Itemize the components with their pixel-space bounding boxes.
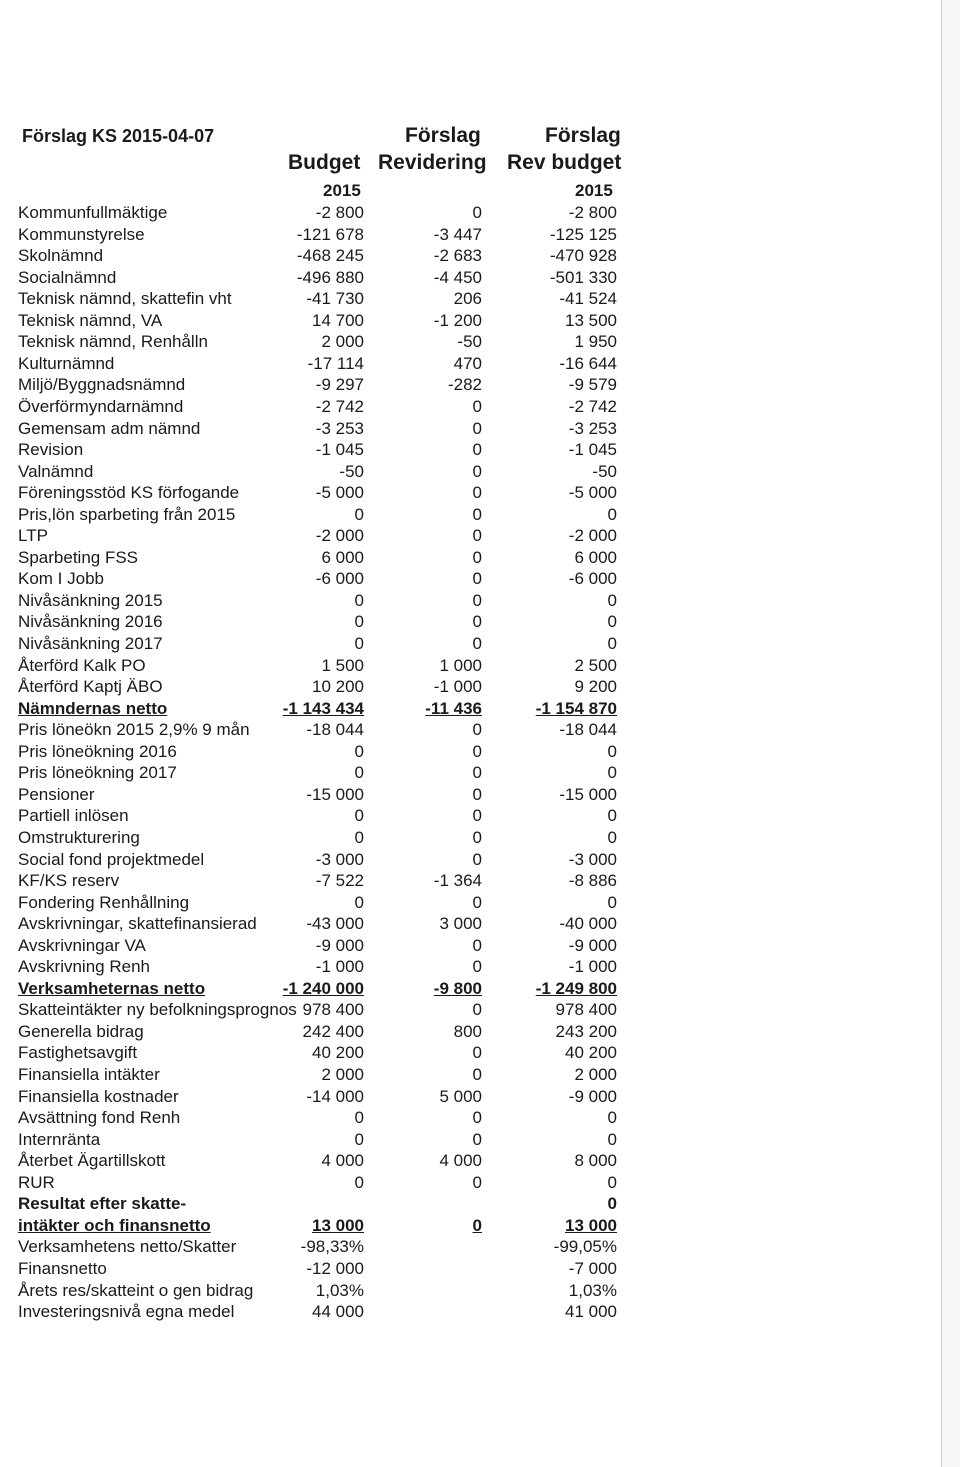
- budget-value: -9 297: [315, 375, 364, 395]
- row-label: Generella bidrag: [18, 1021, 144, 1041]
- budget-value: -1 000: [315, 957, 364, 977]
- rev-budget-value: 0: [607, 892, 617, 912]
- row-label: Revision: [18, 440, 84, 460]
- rev-budget-value: 0: [607, 827, 617, 847]
- rev-budget-value: -5 000: [568, 483, 617, 503]
- revidering-value: -11 436: [425, 698, 482, 718]
- rev-budget-value: -15 000: [559, 784, 617, 804]
- row-label: Resultat efter skatte-: [18, 1194, 187, 1214]
- budget-value: -2 800: [315, 203, 364, 222]
- row-label: LTP: [18, 526, 48, 546]
- table-row: [0, 914, 660, 936]
- budget-value: -12 000: [306, 1258, 364, 1278]
- rev-budget-value: -1 000: [568, 957, 617, 977]
- table-row: [0, 1281, 660, 1303]
- row-label: Kommunfullmäktige: [18, 203, 168, 222]
- rev-budget-value: 41 000: [565, 1302, 617, 1322]
- row-label: Partiell inlösen: [18, 806, 129, 826]
- revidering-value: 0: [472, 849, 482, 869]
- budget-value: -14 000: [306, 1086, 364, 1106]
- row-label: RUR: [18, 1172, 55, 1192]
- budget-value: 10 200: [312, 677, 364, 697]
- rev-budget-value: 13 500: [565, 310, 617, 330]
- rev-budget-value: 13 000: [565, 1215, 617, 1235]
- row-label: Finansiella kostnader: [18, 1086, 179, 1106]
- rev-budget-value: 0: [607, 1129, 617, 1149]
- table-row: [0, 354, 660, 376]
- budget-value: -15 000: [306, 784, 364, 804]
- budget-value: -468 245: [296, 246, 364, 266]
- revidering-value: 0: [472, 396, 482, 416]
- rev-budget-value: -501 330: [549, 267, 617, 287]
- table-row: [0, 397, 660, 419]
- row-label: Pris löneökn 2015 2,9% 9 mån: [18, 720, 250, 740]
- revidering-value: -50: [457, 332, 482, 352]
- table-row: [0, 850, 660, 872]
- rev-budget-value: 9 200: [574, 677, 617, 697]
- rev-budget-value: 40 200: [565, 1043, 617, 1063]
- row-label: Internränta: [18, 1129, 101, 1149]
- rev-budget-value: 0: [607, 741, 617, 761]
- row-label: Verksamheternas netto: [18, 978, 206, 998]
- row-label: Teknisk nämnd, VA: [18, 310, 163, 330]
- table-row: [0, 1259, 660, 1281]
- revidering-value: 0: [472, 590, 482, 610]
- col2-header-top: Förslag: [405, 124, 481, 147]
- table-row: [0, 763, 660, 785]
- rev-budget-value: -18 044: [559, 720, 617, 740]
- table-row: [0, 526, 660, 548]
- revidering-value: -1 000: [433, 677, 482, 697]
- budget-value: -1 045: [315, 440, 364, 460]
- row-label: Finansiella intäkter: [18, 1065, 160, 1084]
- row-label: Teknisk nämnd, skattefin vht: [18, 289, 232, 309]
- budget-value: 0: [354, 892, 364, 912]
- table-row: [0, 1043, 660, 1065]
- row-label: Kulturnämnd: [18, 353, 115, 373]
- budget-value: -7 522: [315, 871, 364, 891]
- revidering-value: 5 000: [439, 1086, 482, 1106]
- rev-budget-value: -16 644: [559, 353, 617, 373]
- col1-year: 2015: [323, 181, 361, 200]
- revidering-value: -282: [447, 375, 482, 395]
- row-label: Återförd Kaptj ÄBO: [18, 677, 163, 697]
- rev-budget-value: 978 400: [555, 1000, 617, 1020]
- table-row: [0, 225, 660, 247]
- row-label: Investeringsnivå egna medel: [18, 1302, 235, 1322]
- budget-value: -121 678: [296, 224, 364, 244]
- rev-budget-value: -1 154 870: [535, 698, 617, 718]
- table-row: [0, 634, 660, 656]
- table-row: [0, 656, 660, 678]
- rev-budget-value: -7 000: [568, 1258, 617, 1278]
- table-row: [0, 1237, 660, 1259]
- row-label: Finansnetto: [18, 1258, 107, 1278]
- row-label: Teknisk nämnd, Renhålln: [18, 332, 208, 352]
- revidering-value: 0: [472, 1129, 482, 1149]
- rev-budget-value: -41 524: [559, 289, 617, 309]
- rev-budget-value: 0: [607, 1172, 617, 1192]
- total-row: [0, 979, 660, 1001]
- budget-value: 13 000: [312, 1215, 364, 1235]
- budget-value: -43 000: [306, 914, 364, 934]
- row-label: Gemensam adm nämnd: [18, 418, 201, 438]
- budget-value: 4 000: [321, 1151, 364, 1171]
- row-label: Nivåsänkning 2017: [18, 634, 163, 653]
- row-label: intäkter och finansnetto: [18, 1215, 211, 1235]
- document-title: Förslag KS 2015-04-07: [22, 126, 215, 146]
- row-label: Avskrivningar, skattefinansierad: [18, 914, 257, 934]
- revidering-value: 0: [472, 720, 482, 740]
- table-row: [0, 828, 660, 850]
- table-row: [0, 375, 660, 397]
- table-row: [0, 893, 660, 915]
- rev-budget-value: 2 000: [574, 1065, 617, 1084]
- rev-budget-value: -50: [592, 461, 617, 481]
- row-label: Föreningsstöd KS förfogande: [18, 483, 240, 503]
- revidering-value: 0: [472, 763, 482, 783]
- rev-budget-value: -9 000: [568, 935, 617, 955]
- revidering-value: -1 364: [433, 871, 482, 891]
- table-row: [0, 806, 660, 828]
- revidering-value: 0: [472, 741, 482, 761]
- revidering-value: 0: [472, 547, 482, 567]
- revidering-value: -3 447: [433, 224, 482, 244]
- row-label: Fastighetsavgift: [18, 1043, 138, 1063]
- rev-budget-value: -8 886: [568, 871, 617, 891]
- row-label: Pris löneökning 2016: [18, 741, 177, 761]
- budget-value: 44 000: [312, 1302, 364, 1322]
- budget-value: 0: [354, 827, 364, 847]
- rev-budget-value: -40 000: [559, 914, 617, 934]
- budget-value: 0: [354, 1172, 364, 1192]
- rev-budget-value: 0: [607, 634, 617, 653]
- table-row: [0, 720, 660, 742]
- table-row: [0, 569, 660, 591]
- rev-budget-value: -3 253: [568, 418, 617, 438]
- revidering-value: 0: [472, 1172, 482, 1192]
- rev-budget-value: -3 000: [568, 849, 617, 869]
- row-label: Kom I Jobb: [18, 569, 104, 589]
- table-row: [0, 1302, 660, 1324]
- row-label: Pensioner: [18, 784, 95, 804]
- row-label: Omstrukturering: [18, 827, 140, 847]
- table-row: [0, 268, 660, 290]
- rev-budget-value: -9 579: [568, 375, 617, 395]
- budget-value: 0: [354, 763, 364, 783]
- rev-budget-value: 243 200: [555, 1021, 617, 1041]
- budget-value: -6 000: [315, 569, 364, 589]
- table-row: [0, 1087, 660, 1109]
- page-edge: [941, 0, 960, 1467]
- rev-budget-value: 6 000: [574, 547, 617, 567]
- budget-value: 0: [354, 590, 364, 610]
- rev-budget-value: 8 000: [574, 1151, 617, 1171]
- table-row: [0, 1130, 660, 1152]
- row-label: Pris löneökning 2017: [18, 763, 177, 783]
- budget-value: -41 730: [306, 289, 364, 309]
- rev-budget-value: -2 742: [568, 396, 617, 416]
- budget-value: 1,03%: [315, 1280, 364, 1300]
- rev-budget-value: -9 000: [568, 1086, 617, 1106]
- row-label: Nämndernas netto: [18, 698, 168, 718]
- table-row: [0, 936, 660, 958]
- rev-budget-value: 0: [607, 590, 617, 610]
- table-row: [0, 677, 660, 699]
- col2-header: Revidering: [378, 151, 487, 174]
- row-label: Valnämnd: [18, 461, 94, 481]
- revidering-value: 1 000: [439, 655, 482, 675]
- revidering-value: -2 683: [433, 246, 482, 266]
- table-row: [0, 1000, 660, 1022]
- revidering-value: 470: [453, 353, 482, 373]
- table-row: [0, 483, 660, 505]
- table-row: [0, 871, 660, 893]
- budget-value: 2 000: [321, 1065, 364, 1084]
- table-row: [0, 332, 660, 354]
- budget-value: -1 143 434: [282, 698, 364, 718]
- budget-value: 0: [354, 1108, 364, 1128]
- revidering-value: 0: [472, 418, 482, 438]
- total-row: [0, 1216, 660, 1238]
- budget-value: 0: [354, 741, 364, 761]
- revidering-value: 800: [453, 1021, 482, 1041]
- budget-value: -5 000: [315, 483, 364, 503]
- revidering-value: 0: [472, 784, 482, 804]
- revidering-value: 3 000: [439, 914, 482, 934]
- revidering-value: -9 800: [433, 978, 482, 998]
- rev-budget-value: -125 125: [549, 224, 617, 244]
- revidering-value: 0: [472, 892, 482, 912]
- rev-budget-value: 0: [607, 1108, 617, 1128]
- col1-header: Budget: [288, 151, 361, 174]
- row-label: Social fond projektmedel: [18, 849, 205, 869]
- rev-budget-value: -1 249 800: [535, 978, 617, 998]
- rev-budget-value: 0: [607, 504, 617, 524]
- budget-value: -3 000: [315, 849, 364, 869]
- table-row: [0, 1173, 660, 1195]
- table-row: [0, 548, 660, 570]
- revidering-value: 0: [472, 935, 482, 955]
- rev-budget-value: 1 950: [574, 332, 617, 352]
- revidering-value: 0: [472, 440, 482, 460]
- budget-value: -3 253: [315, 418, 364, 438]
- table-row: [0, 591, 660, 613]
- row-label: Kommunstyrelse: [18, 224, 145, 244]
- revidering-value: 0: [472, 504, 482, 524]
- table-row: [0, 612, 660, 634]
- revidering-value: 206: [453, 289, 482, 309]
- budget-value: 2 000: [321, 332, 364, 352]
- revidering-value: 0: [472, 1215, 482, 1235]
- budget-value: 0: [354, 612, 364, 632]
- row-label: Fondering Renhållning: [18, 892, 190, 912]
- rev-budget-value: 0: [607, 763, 617, 783]
- rev-budget-value: 0: [607, 1194, 617, 1214]
- revidering-value: 0: [472, 569, 482, 589]
- row-label: Överförmyndarnämnd: [18, 396, 184, 416]
- rev-budget-value: -470 928: [549, 246, 617, 266]
- revidering-value: 0: [472, 526, 482, 546]
- row-label: Avsättning fond Renh: [18, 1108, 181, 1128]
- col3-header: Rev budget: [507, 151, 622, 174]
- rev-budget-value: -2 000: [568, 526, 617, 546]
- revidering-value: -4 450: [433, 267, 482, 287]
- rev-budget-value: 1,03%: [568, 1280, 617, 1300]
- budget-value: -9 000: [315, 935, 364, 955]
- budget-value: 40 200: [312, 1043, 364, 1063]
- budget-value: -18 044: [306, 720, 364, 740]
- revidering-value: 0: [472, 827, 482, 847]
- table-row: [0, 1022, 660, 1044]
- budget-value: -17 114: [307, 353, 364, 373]
- revidering-value: 4 000: [439, 1151, 482, 1171]
- budget-value: -1 240 000: [282, 978, 364, 998]
- table-row: [0, 1151, 660, 1173]
- row-label: Skolnämnd: [18, 246, 104, 266]
- row-label: Avskrivningar VA: [18, 935, 146, 955]
- table-row: [0, 311, 660, 333]
- budget-value: 1 500: [321, 655, 364, 675]
- revidering-value: 0: [472, 634, 482, 653]
- revidering-value: 0: [472, 483, 482, 503]
- row-label: Återförd Kalk PO: [18, 655, 146, 675]
- revidering-value: 0: [472, 461, 482, 481]
- rev-budget-value: -2 800: [568, 203, 617, 222]
- table-row: [0, 289, 660, 311]
- table-row: [0, 1108, 660, 1130]
- revidering-value: 0: [472, 957, 482, 977]
- row-label: Sparbeting FSS: [18, 547, 139, 567]
- table-row: [0, 742, 660, 764]
- revidering-value: 0: [472, 1108, 482, 1128]
- row-label: Nivåsänkning 2015: [18, 590, 163, 610]
- budget-value: -2 742: [315, 396, 364, 416]
- col3-year: 2015: [575, 181, 613, 200]
- row-label: Miljö/Byggnadsnämnd: [18, 375, 186, 395]
- row-label: Pris,lön sparbeting från 2015: [18, 504, 236, 524]
- revidering-value: 0: [472, 612, 482, 632]
- rev-budget-value: -99,05%: [553, 1237, 617, 1257]
- revidering-value: 0: [472, 1000, 482, 1020]
- budget-value: 0: [354, 634, 364, 653]
- budget-value: 0: [354, 806, 364, 826]
- budget-value: 6 000: [321, 547, 364, 567]
- revidering-value: 0: [472, 1043, 482, 1063]
- budget-value: 0: [354, 1129, 364, 1149]
- row-label: KF/KS reserv: [18, 871, 120, 891]
- budget-value: -98,33%: [300, 1237, 364, 1257]
- total-row: [0, 699, 660, 721]
- budget-value: 0: [354, 504, 364, 524]
- table-row: [0, 785, 660, 807]
- row-label: Verksamhetens netto/Skatter: [18, 1237, 237, 1257]
- table-row: [0, 419, 660, 441]
- rev-budget-value: -1 045: [568, 440, 617, 460]
- budget-value: -2 000: [315, 526, 364, 546]
- budget-value: 978 400: [302, 1000, 364, 1020]
- col3-header-top: Förslag: [545, 124, 621, 147]
- table-row: [0, 246, 660, 268]
- revidering-value: 0: [472, 203, 482, 222]
- revidering-value: 0: [472, 1065, 482, 1084]
- revidering-value: 0: [472, 806, 482, 826]
- row-label: Återbet Ägartillskott: [18, 1151, 166, 1171]
- table-row: [0, 505, 660, 527]
- rev-budget-value: 0: [607, 806, 617, 826]
- table-row: [0, 203, 660, 225]
- table-row: [0, 462, 660, 484]
- row-label: Nivåsänkning 2016: [18, 612, 163, 632]
- table-row: [0, 1065, 660, 1087]
- budget-value: 14 700: [312, 310, 364, 330]
- rev-budget-value: 2 500: [574, 655, 617, 675]
- budget-value: -50: [339, 461, 364, 481]
- table-row: [0, 1194, 660, 1216]
- row-label: Avskrivning Renh: [18, 957, 150, 977]
- row-label: Socialnämnd: [18, 267, 117, 287]
- row-label: Skatteintäkter ny befolkningsprognos: [18, 1000, 297, 1020]
- row-label: Årets res/skatteint o gen bidrag: [18, 1280, 254, 1300]
- table-row: [0, 440, 660, 462]
- rev-budget-value: 0: [607, 612, 617, 632]
- budget-value: 242 400: [302, 1021, 364, 1041]
- table-row: [0, 957, 660, 979]
- rev-budget-value: -6 000: [568, 569, 617, 589]
- revidering-value: -1 200: [433, 310, 482, 330]
- budget-value: -496 880: [296, 267, 364, 287]
